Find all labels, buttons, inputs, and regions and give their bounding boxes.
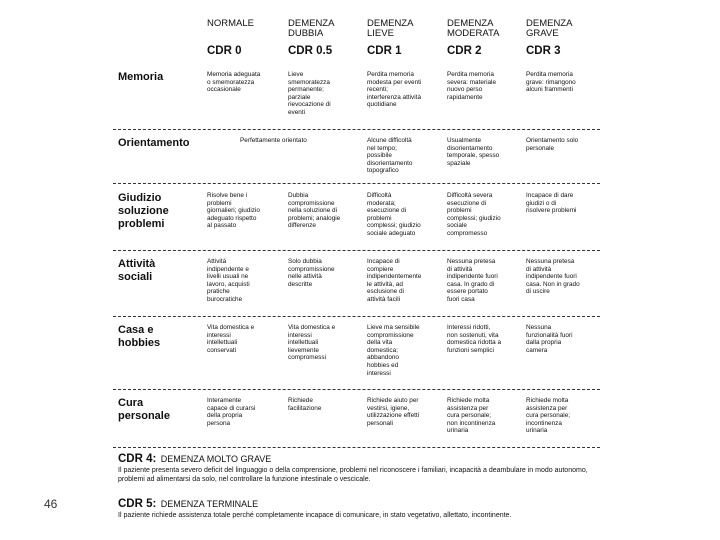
cell-orientamento-cdr3: Orientamento solo personale — [526, 137, 579, 152]
cell-giudizio-cdr1: Difficoltà moderata; esecuzione di problemi complessi; giudizio sociale adeguato — [367, 192, 421, 237]
cdr-0-5: CDR 0.5 — [288, 45, 333, 57]
header-line1: DEMENZA — [447, 18, 494, 29]
cdr-0: CDR 0 — [207, 45, 242, 57]
header-demenza-grave — [526, 19, 572, 39]
cell-attivita-cdr3: Nessuna pretesa di attività indipendente fuori casa. Non in grado di uscire — [526, 258, 580, 296]
cell-giudizio-cdr3: Incapace di dare giudizi o di risolvere problemi — [526, 192, 577, 215]
cell-cura-cdr2: Richiede molta assistenza per cura personale; non incontinenza urinaria — [447, 397, 496, 435]
cdr4-text: Il paziente presenta severo deficit del linguaggio o della comprensione, problemi nel riconoscere i familiari, incapacità a deambulare in modo autonomo, problemi ad alimentarsi da solo, nel controllare la funzione intestinale o vescicale. — [118, 467, 588, 483]
cell-memoria-cdr3: Perdita memoria grave: rimangono alcuni frammenti — [526, 71, 576, 94]
row-divider — [113, 316, 600, 317]
cell-cura-cdr0: Interamente capace di curarsi della propria persona — [207, 397, 256, 427]
cell-cura-cdr05: Richiede facilitazione — [288, 397, 322, 412]
cdr4-code: CDR 4: — [118, 453, 157, 465]
cell-memoria-cdr1: Perdita memoria modesta per eventi recenti; interferenza attività quotidiane — [367, 71, 422, 109]
header-line2: LIEVE — [367, 28, 394, 39]
cdr5-block — [118, 494, 598, 521]
cell-casa-cdr1: Lieve ma sensibile compromissione della vita domestica; abbandono hobbies ed interessi — [367, 324, 420, 377]
row-label-orientamento: Orientamento — [118, 137, 190, 149]
row-label-casa-hobbies: Casa e hobbies — [118, 324, 161, 349]
cell-orientamento-cdr1: Alcune difficoltà nel tempo; possibile disorientamento topografico — [367, 137, 413, 175]
header-line1: DEMENZA — [367, 18, 414, 29]
cdr5-title: DEMENZA TERMINALE — [160, 499, 259, 509]
row-label-memoria: Memoria — [118, 71, 164, 83]
row-divider — [113, 389, 600, 390]
cell-cura-cdr3: Richiede molta assistenza per cura personale; incontinenza urinaria — [526, 397, 571, 435]
header-line2: DUBBIA — [288, 28, 324, 39]
header-line2: MODERATA — [447, 28, 500, 39]
cdr-2: CDR 2 — [447, 45, 482, 57]
row-divider — [113, 129, 600, 130]
header-demenza-lieve — [367, 19, 413, 39]
cdr4-title: DEMENZA MOLTO GRAVE — [160, 454, 272, 464]
page-number: 46 — [44, 497, 58, 511]
row-divider — [113, 447, 600, 448]
cell-giudizio-cdr05: Dubbia compromissione nella soluzione di problemi; analogie differenze — [288, 192, 341, 230]
header-demenza-moderata — [447, 19, 499, 39]
header-line1: NORMALE — [207, 18, 254, 29]
row-divider — [113, 183, 600, 184]
cell-casa-cdr0: Vita domestica e interessi intellettuali conservati — [207, 324, 255, 354]
row-label-cura-personale: Cura personale — [118, 397, 170, 422]
cdr4-block — [118, 449, 598, 484]
cell-giudizio-cdr2: Difficoltà severa esecuzione di problemi complessi; giudizio sociale compromesso — [447, 192, 501, 237]
cell-memoria-cdr0: Memoria adeguata o smemoratezza occasionale — [207, 71, 261, 94]
cell-orientamento-cdr2: Usualmente disorientamento temporale, spesso spaziale — [447, 137, 500, 167]
cdr-1: CDR 1 — [367, 45, 402, 57]
cell-attivita-cdr2: Nessuna pretesa di attività indipendente fuori casa. In grado di essere portato fuori casa — [447, 258, 498, 303]
header-line1: DEMENZA — [288, 18, 335, 29]
cell-giudizio-cdr0: Risolve bene i problemi giornalieri; giudizio adeguato rispetto al passato — [207, 192, 260, 230]
cdr5-text: Il paziente richiede assistenza totale perché completamente incapace di comunicare, in stato vegetativo, allettato, incontinente. — [118, 512, 512, 519]
cell-memoria-cdr05: Lieve smemoratezza permanente; parziale rievocazione di eventi — [288, 71, 331, 116]
cell-attivita-cdr1: Incapace di compiere indipendentemente le attività, ad esclusione di attività facili — [367, 258, 422, 303]
header-line1: DEMENZA — [526, 18, 573, 29]
header-demenza-dubbia — [288, 19, 334, 39]
row-divider — [113, 250, 600, 251]
cell-casa-cdr2: Interessi ridotti, non sostenuti, vita domestica ridotta a funzioni semplici — [447, 324, 501, 354]
cell-cura-cdr1: Richiede aiuto per vestirsi, igiene, utilizzazione effetti personali — [367, 397, 420, 427]
cdr-3: CDR 3 — [526, 45, 561, 57]
header-normale — [207, 19, 254, 29]
header-line2: GRAVE — [526, 28, 559, 39]
cell-attivita-cdr05: Solo dubbia compromissione nelle attività descritte — [288, 258, 335, 288]
row-label-attivita-sociali: Attività sociali — [118, 258, 156, 283]
cdr5-code: CDR 5: — [118, 498, 157, 510]
cell-casa-cdr05: Vita domestica e interessi intellettuali lievemente compromessi — [288, 324, 336, 362]
row-label-giudizio: Giudizio soluzione problemi — [118, 192, 169, 230]
cell-attivita-cdr0: Attività indipendente e livelli usuali ne lavoro, acquisti pratiche burocratiche — [207, 258, 250, 303]
cell-casa-cdr3: Nessuna funzionalità fuori dalla propria camera — [526, 324, 573, 354]
cell-memoria-cdr2: Perdita memoria severa: materiale nuovo perso rapidamente — [447, 71, 497, 101]
cell-orientamento-span: Perfettamente orientato — [240, 137, 307, 144]
